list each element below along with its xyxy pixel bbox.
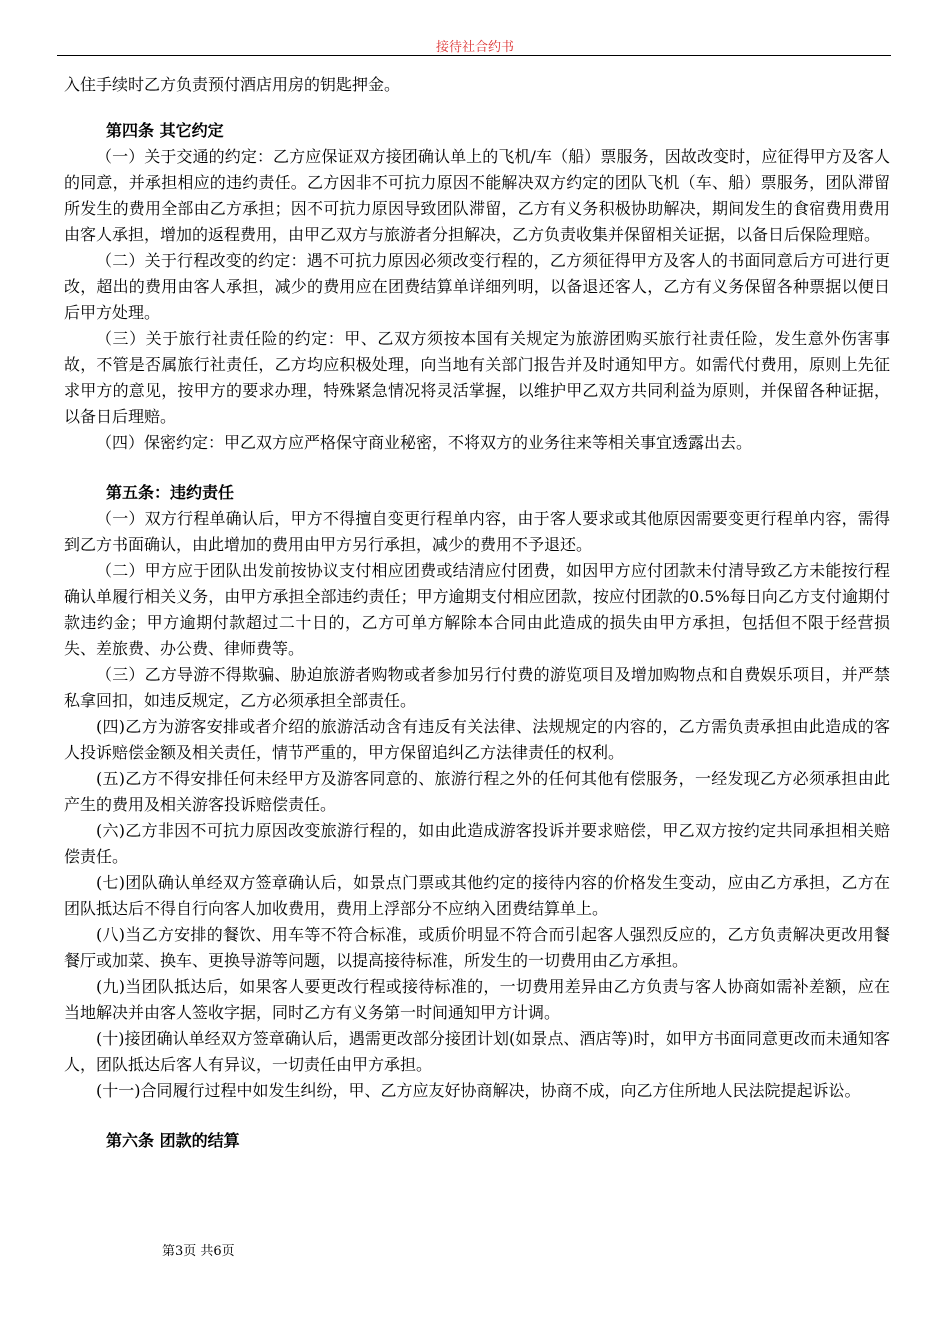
section-5-title: 第五条：违约责任 [106, 483, 235, 502]
section-5-item: (七)团队确认单经双方签章确认后，如景点门票或其他约定的接待内容的价格发生变动，应由乙方承担，乙方在团队抵达后不得自行向客人加收费用，费用上浮部分不应纳入团费结算单上。 [64, 873, 890, 918]
section-5-item: (六)乙方非因不可抗力原因改变旅游行程的，如由此造成游客投诉并要求赔偿，甲乙双方按约定共同承担相关赔偿责任。 [64, 821, 890, 866]
section-5-item: （三）乙方导游不得欺骗、胁迫旅游者购物或者参加另行付费的游览项目及增加购物点和自费娱乐项目，并严禁私拿回扣，如违反规定，乙方必须承担全部责任。 [64, 665, 890, 710]
section-5-item: (四)乙方为游客安排或者介绍的旅游活动含有违反有关法律、法规规定的内容的，乙方需负责承担由此造成的客人投诉赔偿金额及相关责任，情节严重的，甲方保留追纠乙方法律责任的权利。 [64, 717, 890, 762]
section-6-title: 第六条 团款的结算 [106, 1131, 240, 1150]
section-5-item: (五)乙方不得安排任何未经甲方及游客同意的、旅游行程之外的任何其他有偿服务，一经发现乙方必须承担由此产生的费用及相关游客投诉赔偿责任。 [64, 769, 890, 814]
section-5-item: （二）甲方应于团队出发前按协议支付相应团费或结清应付团费，如因甲方应付团款未付清导致乙方未能按行程确认单履行相关义务，由甲方承担全部违约责任；甲方逾期支付相应团款，按应付团款的0.5%每日向乙方支付逾期付款违约金；甲方逾期付款超过二十日的，乙方可单方解除本合同由此造成的损失由甲方承担，包括但不限于经营损失、差旅费、办公费、律师费等。 [64, 561, 890, 658]
section-4-item: （二）关于行程改变的约定：遇不可抗力原因必须改变行程的，乙方须征得甲方及客人的书面同意后方可进行更改，超出的费用由客人承担，减少的费用应在团费结算单详细列明，以备退还客人，乙方有义务保留各种票据以便日后甲方处理。 [64, 251, 890, 322]
section-4-title: 第四条 其它约定 [106, 121, 224, 140]
section-4-item: （三）关于旅行社责任险的约定：甲、乙双方须按本国有关规定为旅游团购买旅行社责任险，发生意外伤害事故，不管是否属旅行社责任，乙方均应积极处理，向当地有关部门报告并及时通知甲方。如需代付费用，原则上先征求甲方的意见，按甲方的要求办理，特殊紧急情况将灵活掌握，以维护甲乙双方共同利益为原则，并保留各种证据，以备日后理赔。 [64, 329, 890, 426]
section-5-item: (九)当团队抵达后，如果客人要更改行程或接待标准的，一切费用差异由乙方负责与客人协商如需补差额，应在当地解决并由客人签收字据，同时乙方有义务第一时间通知甲方计调。 [64, 977, 890, 1022]
page-number: 第3页 共6页 [162, 1244, 235, 1259]
document-body [64, 72, 890, 1154]
section-4-item: （四）保密约定：甲乙双方应严格保守商业秘密，不将双方的业务往来等相关事宜透露出去。 [96, 433, 753, 452]
section-5-item: (十)接团确认单经双方签章确认后，遇需更改部分接团计划(如景点、酒店等)时，如甲方书面同意更改而未通知客人，团队抵达后客人有异议，一切责任由甲方承担。 [64, 1029, 890, 1074]
section-5-item: (十一)合同履行过程中如发生纠纷，甲、乙方应友好协商解决，协商不成，向乙方住所地人民法院提起诉讼。 [96, 1081, 861, 1100]
section-5-item: (八)当乙方安排的餐饮、用车等不符合标准，或质价明显不符合而引起客人强烈反应的，乙方负责解决更改用餐餐厅或加菜、换车、更换导游等问题，以提高接待标准，所发生的一切费用由乙方承担。 [64, 925, 890, 970]
section-4-item: （一）关于交通的约定：乙方应保证双方接团确认单上的飞机/车（船）票服务，因故改变时，应征得甲方及客人的同意，并承担相应的违约责任。乙方因非不可抗力原因不能解决双方约定的团队飞机（车、船）票服务，团队滞留所发生的费用全部由乙方承担；因不可抗力原因导致团队滞留，乙方有义务积极协助解决，期间发生的食宿费用费用由客人承担，增加的返程费用，由甲乙双方与旅游者分担解决，乙方负责收集并保留相关证据，以备日后保险理赔。 [64, 147, 890, 244]
header-title: 接待社合约书 [435, 40, 514, 55]
intro-paragraph: 入住手续时乙方负责预付酒店用房的钥匙押金。 [64, 75, 401, 94]
header-divider [57, 55, 891, 56]
section-5-item: （一）双方行程单确认后，甲方不得擅自变更行程单内容，由于客人要求或其他原因需要变更行程单内容，需得到乙方书面确认，由此增加的费用由甲方另行承担，减少的费用不予退还。 [64, 509, 890, 554]
